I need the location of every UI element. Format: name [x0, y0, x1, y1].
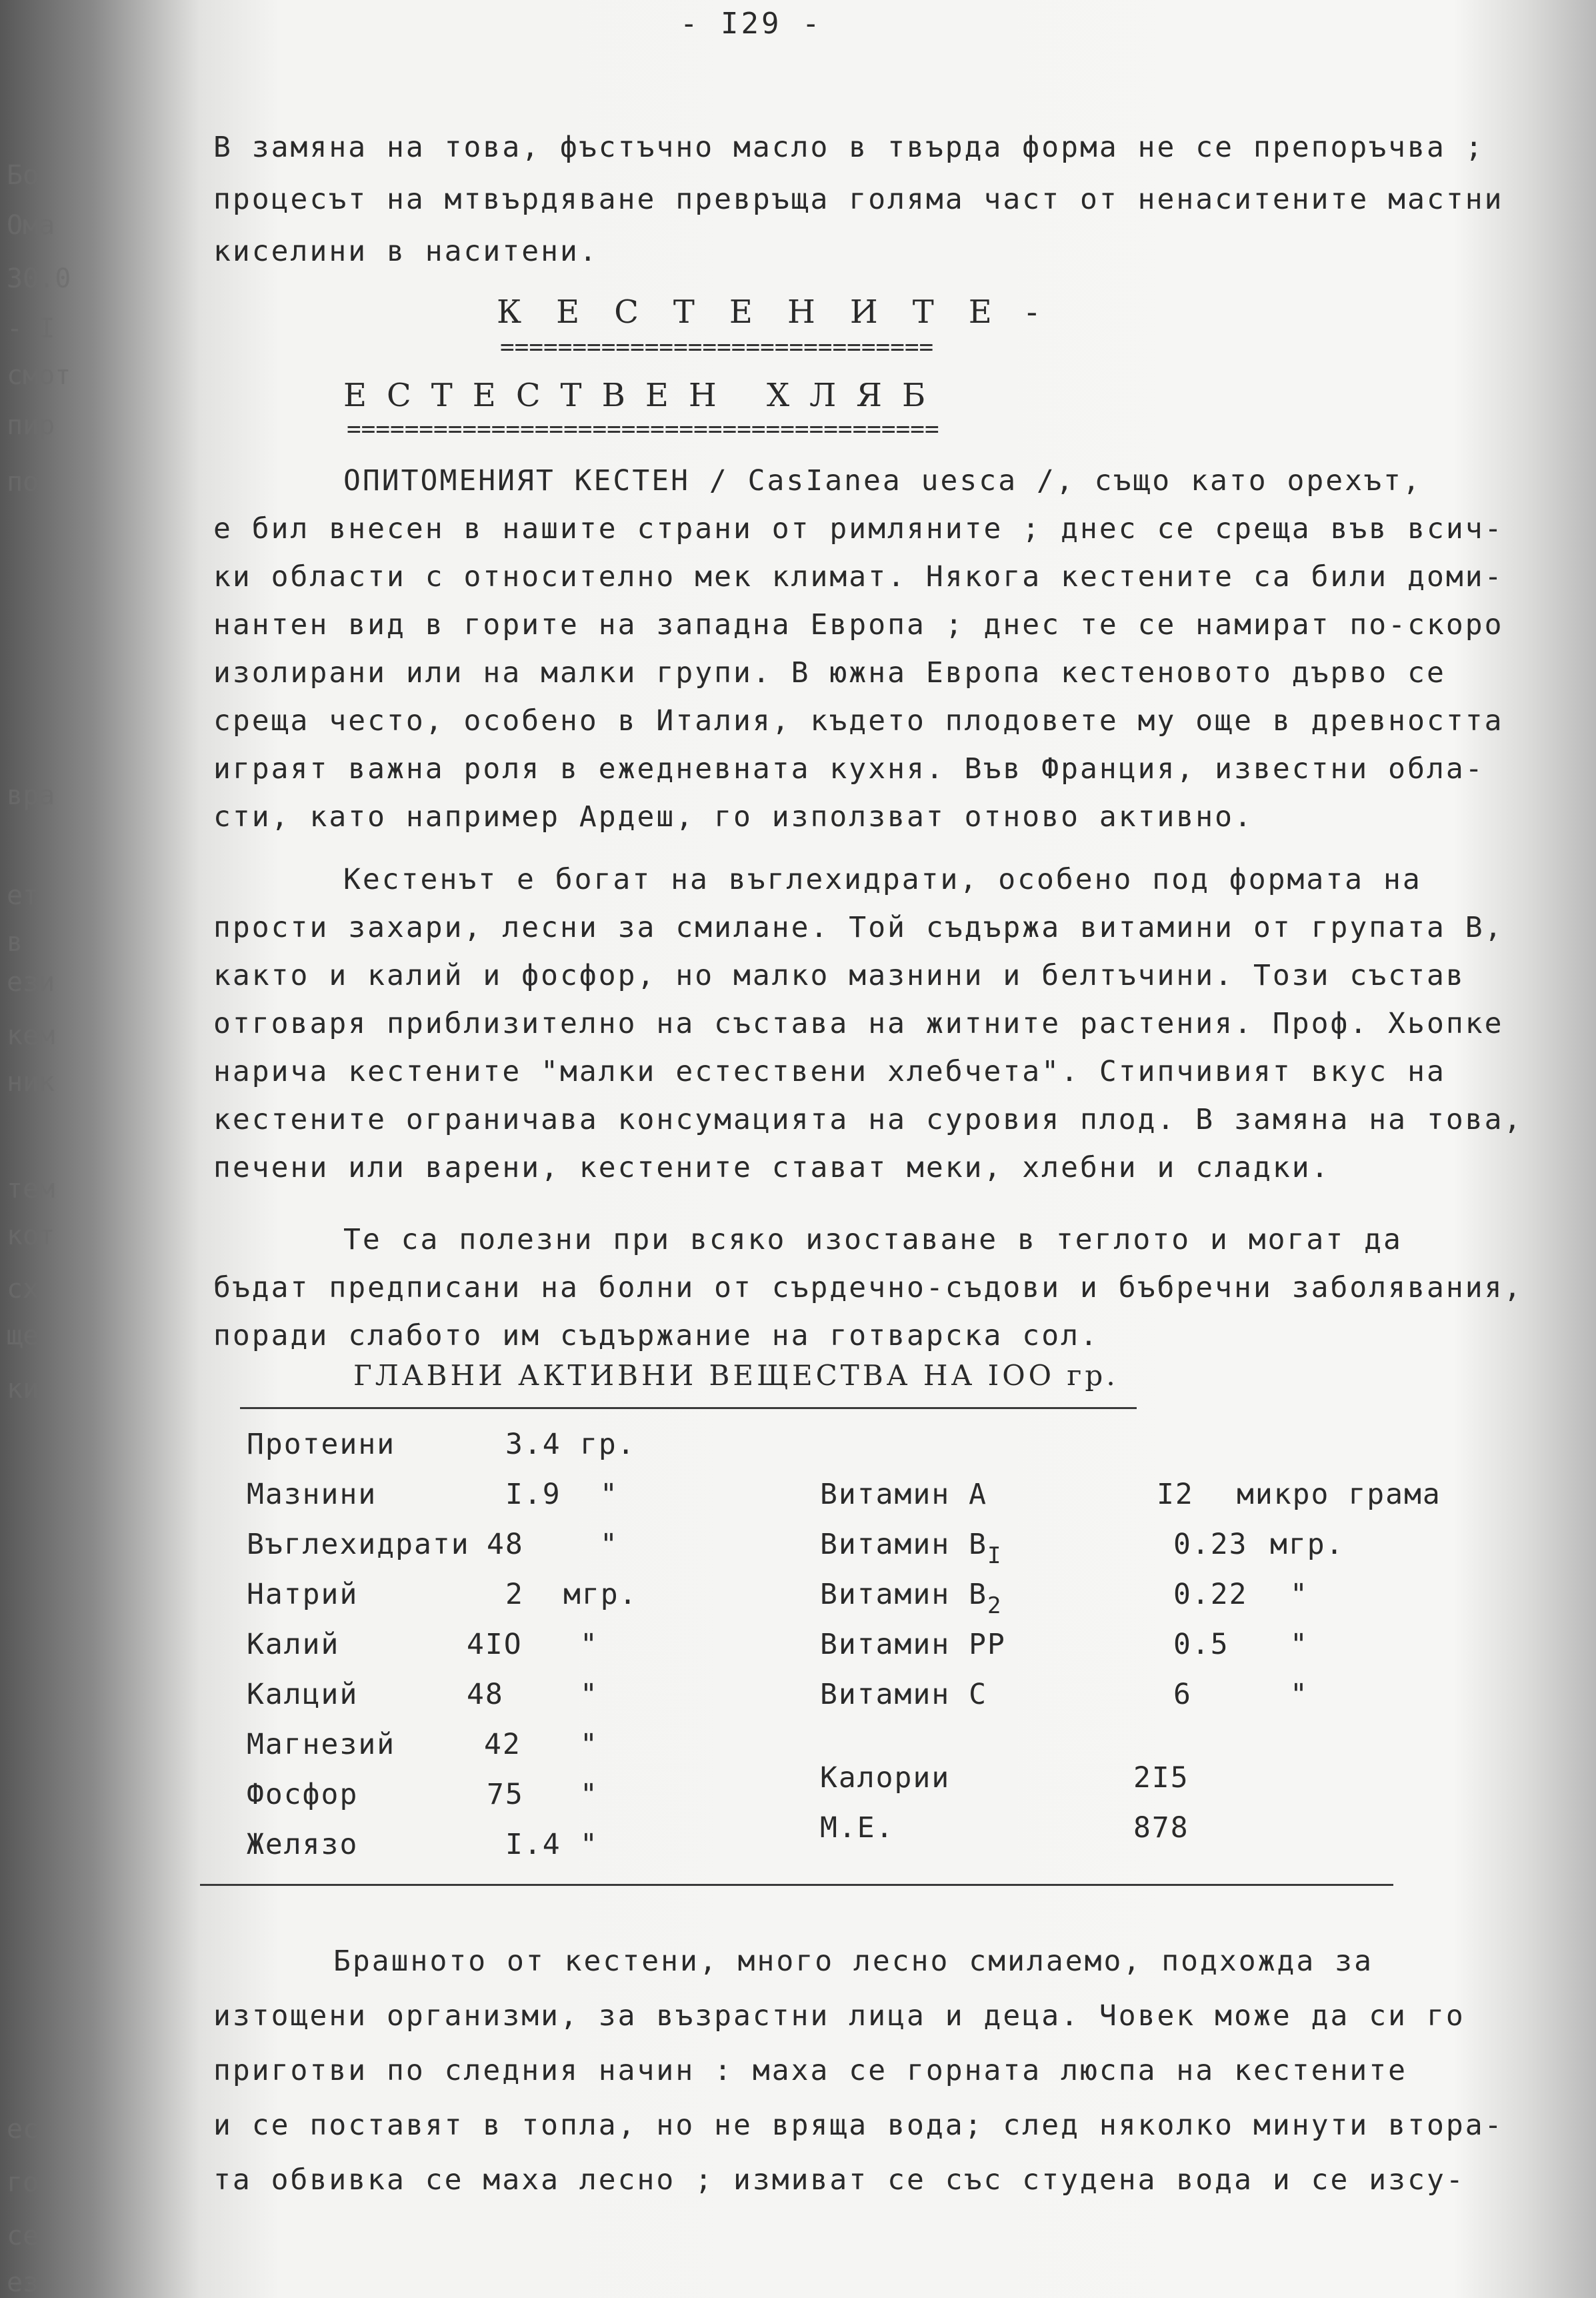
bleed-fragment: пир [7, 410, 55, 441]
table-nutrient-value: 2 [505, 1578, 524, 1611]
table-nutrient-name: Натрий [247, 1578, 359, 1611]
bleed-fragment: ще [7, 1320, 39, 1351]
table-nutrient-value: 48 [467, 1678, 504, 1711]
table-nutrient-unit: " [600, 1478, 619, 1511]
text-line: та обвивка се маха лесно ; измиват се със студена вода и се изсу- [213, 2163, 1465, 2197]
table-nutrient-value: I.9 [505, 1478, 561, 1511]
text-line: нантен вид в горите на западна Европа ; днес те се намират по-скоро [213, 608, 1504, 642]
text-line: киселини в наситени. [213, 235, 599, 268]
bleed-fragment: вра [7, 780, 55, 811]
table-nutrient-unit: мгр. [563, 1578, 638, 1611]
table-vitamin-unit: " [1290, 1578, 1309, 1611]
table-vitamin-name: Витамин А [820, 1478, 987, 1511]
table-nutrient-value: 75 [487, 1778, 524, 1811]
bleed-fragment: го [7, 2167, 39, 2198]
title-natural-bread: ЕСТЕСТВЕН ХЛЯБ [343, 377, 946, 414]
text-line: сти, като например Ардеш, го използват отново активно. [213, 800, 1253, 834]
table-vitamin-name: Витамин РР [820, 1628, 1006, 1661]
bleed-fragment: в [7, 927, 23, 958]
table-vitamin-value: 878 [1133, 1811, 1189, 1845]
table-vitamin-unit: микро грама [1237, 1478, 1441, 1511]
text-line: приготви по следния начин : маха се горната люспа на кестените [213, 2054, 1408, 2087]
bleed-fragment: ки [7, 1374, 39, 1404]
table-nutrient-unit: " [580, 1728, 599, 1761]
text-line: процесът на мтвърдяване превръща голяма част от ненаситените мастни [213, 183, 1504, 216]
table-title: ГЛАВНИ АКТИВНИ ВЕЩЕСТВА НА IOO гр. [353, 1359, 1119, 1392]
bleed-fragment: Бо [7, 160, 39, 191]
title-chestnuts-underline: ============================== [500, 333, 934, 361]
text-line: среща често, особено в Италия, където плодовете му още в древността [213, 704, 1504, 738]
table-vitamin-value: 6 [1173, 1678, 1192, 1711]
page-number: - I29 - [680, 7, 823, 41]
text-line: ОПИТОМЕНИЯТ КЕСТЕН / CasIanea uesca /, също като орехът, [343, 464, 1422, 497]
bleed-fragment: Ома [7, 210, 55, 241]
table-nutrient-value: I.4 [505, 1828, 561, 1861]
bleed-fragment: кем [7, 1020, 55, 1051]
text-line: Кестенът е богат на въглехидрати, особено под формата на [343, 863, 1422, 896]
table-vitamin-name: М.Е. [820, 1811, 895, 1845]
bleed-fragment: кот [7, 1220, 55, 1251]
table-nutrient-unit: " [580, 1678, 599, 1711]
bleed-fragment: ник [7, 1067, 55, 1098]
table-nutrient-unit: " [580, 1778, 599, 1811]
table-vitamin-value: 0.23 [1173, 1528, 1248, 1561]
table-vitamin-name: Витамин $В_2$ [820, 1578, 1003, 1619]
table-vitamin-name: Калории [820, 1761, 951, 1795]
text-line: кестените ограничава консумацията на суровия плод. В замяна на това, [213, 1103, 1523, 1136]
bleed-fragment: ези [7, 967, 55, 998]
table-nutrient-value: 4IO [467, 1628, 523, 1661]
table-nutrient-unit: " [600, 1528, 619, 1561]
table-vitamin-subscript: 2 [987, 1592, 1003, 1619]
bleed-fragment: смот [7, 360, 71, 391]
table-nutrient-name: Желязо [247, 1828, 359, 1861]
text-line: Брашното от кестени, много лесно смилаемо, подхожда за [333, 1945, 1373, 1978]
table-nutrient-name: Фосфор [247, 1778, 359, 1811]
table-bottom-rule [200, 1884, 1393, 1886]
table-vitamin-name: Витамин С [820, 1678, 987, 1711]
text-line: бъдат предписани на болни от сърдечно-съдови и бъбречни заболявания, [213, 1271, 1523, 1304]
table-nutrient-name: Магнезий [247, 1728, 396, 1761]
table-nutrient-unit: " [580, 1828, 599, 1861]
table-nutrient-value: 48 [487, 1528, 524, 1561]
table-vitamin-value: I2 [1157, 1478, 1194, 1511]
text-line: играят важна роля в ежедневната кухня. Във Франция, известни обла- [213, 752, 1485, 786]
table-nutrient-unit: " [580, 1628, 599, 1661]
bleed-fragment: ез [7, 2267, 39, 2298]
table-nutrient-name: Протеини [247, 1428, 396, 1461]
table-nutrient-value: 3.4 [505, 1428, 561, 1461]
table-vitamin-unit: мгр. [1270, 1528, 1345, 1561]
table-nutrient-unit: гр. [580, 1428, 636, 1461]
table-vitamin-value: 0.5 [1173, 1628, 1229, 1661]
text-line: Те са полезни при всяко изоставане в теглото и могат да [343, 1223, 1403, 1256]
bleed-fragment: - I [7, 313, 55, 344]
table-nutrient-name: Въглехидрати [247, 1528, 470, 1561]
text-line: поради слабото им съдържание на готварска сол. [213, 1319, 1099, 1352]
bleed-fragment: по [7, 467, 39, 497]
text-line: ки области с относително мек климат. Някога кестените са били доми- [213, 560, 1504, 594]
table-vitamin-subscript: I [987, 1542, 1003, 1569]
text-line: прости захари, лесни за смилане. Той съдържа витамини от групата В, [213, 911, 1504, 944]
title-natural-bread-underline: ========================================= [347, 415, 939, 443]
table-vitamin-unit: " [1290, 1678, 1309, 1711]
table-nutrient-name: Калий [247, 1628, 340, 1661]
bleed-fragment: сх [7, 1274, 39, 1304]
table-top-rule [240, 1407, 1137, 1409]
bleed-fragment: ес [7, 2114, 39, 2145]
table-nutrient-value: 42 [484, 1728, 521, 1761]
text-line: е бил внесен в нашите страни от римляните ; днес се среща във всич- [213, 512, 1504, 545]
table-nutrient-name: Калций [247, 1678, 359, 1711]
bleed-fragment: се [7, 2221, 39, 2251]
table-vitamin-unit: " [1290, 1628, 1309, 1661]
text-line: отговаря приблизително на състава на житните растения. Проф. Хьопке [213, 1007, 1504, 1040]
bleed-fragment: тем [7, 1174, 55, 1204]
title-chestnuts: КЕСТЕНИТЕ- [497, 293, 1072, 331]
table-vitamin-value: 2I5 [1133, 1761, 1189, 1795]
text-line: изолирани или на малки групи. В южна Европа кестеновото дърво се [213, 656, 1446, 690]
text-line: В замяна на това, фъстъчно масло в твърда форма не се препоръчва ; [213, 131, 1485, 164]
text-line: и се поставят в топла, но не вряща вода; след няколко минути втора- [213, 2109, 1504, 2142]
text-line: изтощени организми, за възрастни лица и деца. Човек може да си го [213, 1999, 1465, 2033]
table-vitamin-value: 0.22 [1173, 1578, 1248, 1611]
text-line: печени или варени, кестените стават меки, хлебни и сладки. [213, 1151, 1331, 1184]
table-nutrient-name: Мазнини [247, 1478, 377, 1511]
text-line: както и калий и фосфор, но малко мазнини и белтъчини. Този състав [213, 959, 1465, 992]
bleed-fragment: ет [7, 880, 39, 911]
bleed-fragment: 30.0 [7, 263, 71, 294]
text-line: нарича кестените "малки естествени хлебчета". Стипчивият вкус на [213, 1055, 1446, 1088]
table-vitamin-name: Витамин $В_I$ [820, 1528, 1003, 1569]
